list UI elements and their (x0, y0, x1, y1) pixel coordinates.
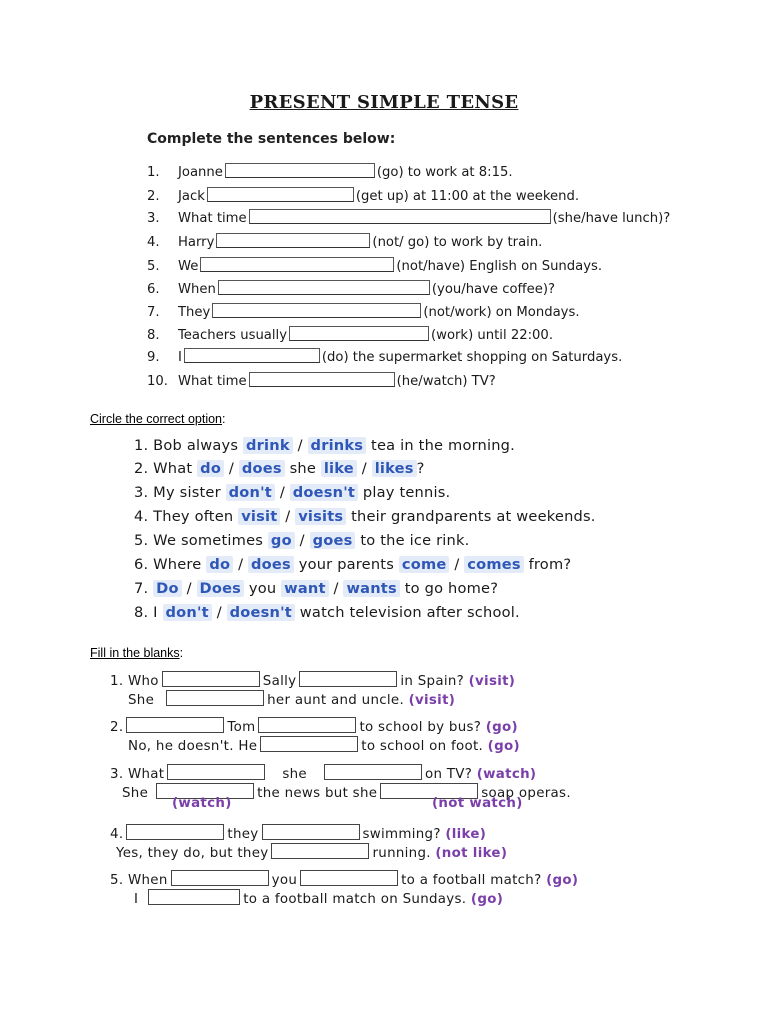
answer-input[interactable] (212, 303, 421, 318)
item-number: 9. (147, 350, 160, 365)
item-suffix: (get up) at 11:00 at the weekend. (355, 189, 580, 204)
exercise2-item: 2. What do / does she like / likes ? (134, 460, 425, 477)
item-number: 4. (147, 235, 160, 250)
verb-hint: (not like) (435, 846, 508, 861)
exercise3-line: 1. Who Sally in Spain? (visit) (110, 671, 515, 689)
option-choice[interactable]: wants (343, 580, 399, 597)
verb-hint: (visit) (408, 693, 456, 708)
exercise1-item (147, 280, 757, 297)
answer-input[interactable] (126, 824, 224, 840)
exercise2-item: 6. Where do / does your parents come / comes from? (134, 556, 572, 573)
verb-hint: (watch) (476, 767, 537, 782)
item-suffix: (not/ go) to work by train. (372, 235, 543, 250)
answer-input[interactable] (162, 671, 260, 687)
option-choice[interactable]: drink (243, 437, 293, 454)
item-prefix: Jack (178, 189, 205, 204)
item-number: 7. (147, 305, 160, 320)
exercise2-item: 4. They often visit / visits their grandparents at weekends. (134, 508, 596, 525)
section1-heading: Complete the sentences below: (147, 131, 396, 147)
item-prefix: What time (178, 211, 247, 226)
exercise1-item (147, 209, 757, 226)
answer-input[interactable] (249, 209, 551, 224)
exercise1-item (147, 163, 757, 180)
item-prefix: When (178, 282, 216, 297)
answer-input[interactable] (166, 690, 264, 706)
answer-input[interactable] (300, 870, 398, 886)
answer-input[interactable] (324, 764, 422, 780)
answer-input[interactable] (225, 163, 375, 178)
item-suffix: (not/work) on Mondays. (423, 305, 580, 320)
option-choice[interactable]: Does (197, 580, 245, 597)
exercise1-item (147, 187, 757, 204)
verb-hint: (visit) (468, 674, 516, 689)
verb-hint: (go) (546, 873, 579, 888)
option-choice[interactable]: do (206, 556, 233, 573)
item-prefix: What time (178, 374, 247, 389)
exercise1-item (147, 303, 757, 320)
answer-input[interactable] (207, 187, 354, 202)
item-number: 1. (147, 165, 160, 180)
item-suffix: (she/have lunch)? (552, 211, 671, 226)
verb-hint: (watch) (172, 796, 232, 811)
exercise2-item: 1. Bob always drink / drinks tea in the morning. (134, 437, 515, 454)
section3-label: Fill in the blanks: (90, 646, 184, 660)
item-prefix: Harry (178, 235, 215, 250)
item-number: 5. (147, 259, 160, 274)
option-choice[interactable]: visits (295, 508, 346, 525)
option-choice[interactable]: doesn't (290, 484, 358, 501)
item-prefix: They (178, 305, 211, 320)
verb-hint: (go) (470, 892, 504, 907)
option-choice[interactable]: want (281, 580, 329, 597)
item-number: 6. (147, 282, 160, 297)
item-suffix: (do) the supermarket shopping on Saturdays. (321, 350, 623, 365)
option-choice[interactable]: does (248, 556, 294, 573)
exercise3-line: 2. Tom to school by bus? (go) (110, 717, 518, 735)
option-choice[interactable]: goes (310, 532, 356, 549)
option-choice[interactable]: drinks (308, 437, 367, 454)
exercise2-item: 3. My sister don't / doesn't play tennis. (134, 484, 451, 501)
item-suffix: (not/have) English on Sundays. (396, 259, 603, 274)
option-choice[interactable]: Do (153, 580, 182, 597)
exercise1-item (147, 326, 757, 343)
exercise3-line: 5. When you to a football match? (go) (110, 870, 578, 888)
answer-input[interactable] (216, 233, 370, 248)
option-choice[interactable]: likes (372, 460, 417, 477)
option-choice[interactable]: don't (163, 604, 212, 621)
verb-hint: (like) (445, 827, 487, 842)
option-choice[interactable]: doesn't (227, 604, 295, 621)
answer-input[interactable] (126, 717, 224, 733)
item-suffix: (he/watch) TV? (396, 374, 496, 389)
item-number: 8. (147, 328, 160, 343)
option-choice[interactable]: come (399, 556, 450, 573)
page-title: PRESENT SIMPLE TENSE (249, 92, 519, 113)
exercise3-line: 4. they swimming? (like) (110, 824, 486, 842)
option-choice[interactable]: like (321, 460, 357, 477)
exercise1-item (147, 233, 757, 250)
answer-input[interactable] (167, 764, 265, 780)
item-number: 3. (147, 211, 160, 226)
answer-input[interactable] (260, 736, 358, 752)
answer-input[interactable] (299, 671, 397, 687)
verb-hint: (not watch) (432, 796, 523, 811)
verb-hint: (go) (485, 720, 518, 735)
item-number: 2. (147, 189, 160, 204)
item-prefix: I (178, 350, 182, 365)
verb-hint: (go) (487, 739, 520, 754)
answer-input[interactable] (249, 372, 395, 387)
answer-input[interactable] (271, 843, 369, 859)
exercise3-line: I to a football match on Sundays. (go) (134, 889, 503, 907)
option-choice[interactable]: go (268, 532, 295, 549)
exercise3-line: She her aunt and uncle. (visit) (128, 690, 455, 708)
item-number: 10. (147, 374, 168, 389)
answer-input[interactable] (289, 326, 429, 341)
option-choice[interactable]: comes (464, 556, 523, 573)
answer-input[interactable] (200, 257, 394, 272)
exercise2-item: 7. Do / Does you want / wants to go home? (134, 580, 499, 597)
option-choice[interactable]: does (239, 460, 285, 477)
answer-input[interactable] (184, 348, 320, 363)
option-choice[interactable]: don't (226, 484, 275, 501)
exercise2-item: 5. We sometimes go / goes to the ice rink. (134, 532, 470, 549)
exercise3-line: No, he doesn't. He to school on foot. (go) (128, 736, 520, 754)
answer-input[interactable] (262, 824, 360, 840)
item-prefix: Joanne (178, 165, 223, 180)
item-prefix: We (178, 259, 199, 274)
exercise2-item: 8. I don't / doesn't watch television after school. (134, 604, 520, 621)
exercise1-item (147, 372, 757, 389)
exercise3-line: Yes, they do, but they running. (not like) (116, 843, 507, 861)
exercise1-item (147, 257, 757, 274)
option-choice[interactable]: do (197, 460, 224, 477)
section2-label: Circle the correct option: (90, 412, 226, 426)
option-choice[interactable]: visit (238, 508, 280, 525)
answer-input[interactable] (171, 870, 269, 886)
answer-input[interactable] (148, 889, 240, 905)
item-suffix: (go) to work at 8:15. (376, 165, 513, 180)
item-suffix: (you/have coffee)? (431, 282, 556, 297)
exercise3-line: 3. What she on TV? (watch) (110, 764, 536, 782)
answer-input[interactable] (218, 280, 430, 295)
item-prefix: Teachers usually (178, 328, 288, 343)
exercise1-item (147, 348, 757, 365)
exercise3-line: She the news but she soap operas. (122, 783, 571, 801)
answer-input[interactable] (258, 717, 356, 733)
item-suffix: (work) until 22:00. (431, 328, 554, 343)
